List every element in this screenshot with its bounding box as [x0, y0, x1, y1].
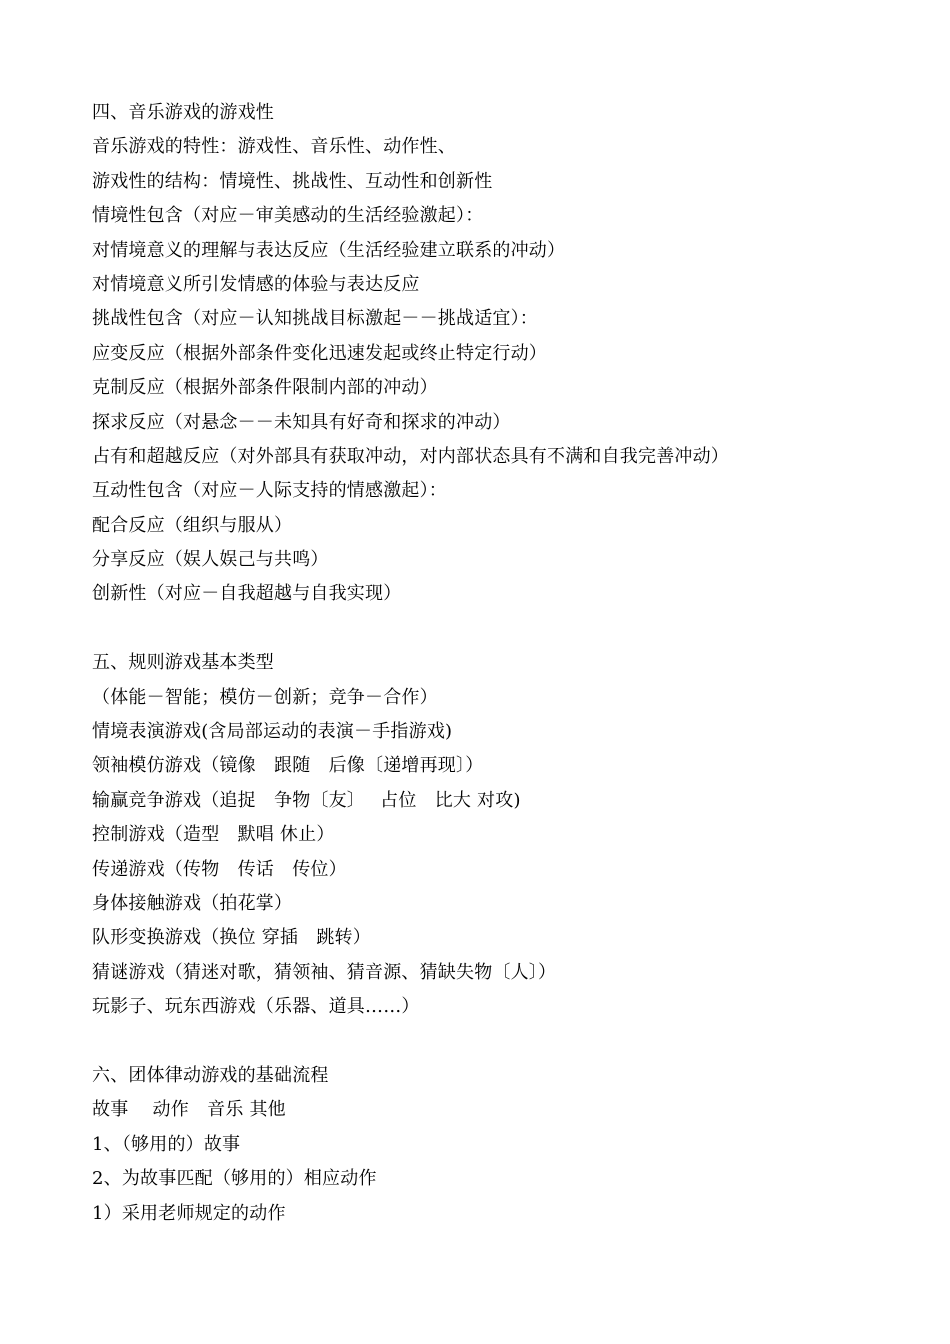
text-line: 2、为故事匹配（够用的）相应动作 [92, 1168, 377, 1190]
text-line: 玩影子、玩东西游戏（乐器、道具……） [92, 996, 420, 1018]
text-line: 控制游戏（造型 默唱 休止） [92, 824, 335, 846]
text-line: 猜谜游戏（猜迷对歌，猜领袖、猜音源、猜缺失物〔人〕） [92, 961, 557, 983]
text-line: （体能－智能；模仿－创新；竞争－合作） [92, 686, 438, 708]
text-line: 领袖模仿游戏（镜像 跟随 后像〔递增再现〕） [92, 755, 484, 777]
text-line: 1、（够用的）故事 [92, 1133, 241, 1155]
text-line: 1）采用老师规定的动作 [92, 1202, 286, 1224]
text-line: 克制反应（根据外部条件限制内部的冲动） [92, 377, 438, 399]
section-heading: 四、音乐游戏的游戏性 [92, 102, 274, 123]
section-group-rhythm-game-flow [92, 1059, 912, 1231]
document-page [92, 96, 912, 1231]
text-line: 占有和超越反应（对外部具有获取冲动，对内部状态具有不满和自我完善冲动） [92, 445, 729, 467]
paragraph-spacer [92, 612, 912, 646]
text-line: 对情境意义所引发情感的体验与表达反应 [92, 273, 420, 295]
text-line: 输赢竞争游戏（追捉 争物〔友〕 占位 比大 对攻) [92, 789, 521, 811]
text-line: 探求反应（对悬念－－未知具有好奇和探求的冲动） [92, 411, 511, 433]
text-line: 身体接触游戏（拍花掌） [92, 892, 293, 914]
text-line: 传递游戏（传物 传话 传位） [92, 858, 347, 880]
text-line: 情境表演游戏(含局部运动的表演－手指游戏) [92, 721, 453, 743]
paragraph-spacer [92, 1025, 912, 1059]
section-music-game-playfulness [92, 96, 912, 612]
text-line: 音乐游戏的特性：游戏性、音乐性、动作性、 [92, 136, 456, 158]
text-line: 创新性（对应－自我超越与自我实现） [92, 583, 402, 605]
text-line: 队形变换游戏（换位 穿插 跳转） [92, 927, 371, 949]
text-line: 应变反应（根据外部条件变化迅速发起或终止特定行动） [92, 342, 547, 364]
text-line: 互动性包含（对应－人际支持的情感激起）： [92, 480, 447, 502]
text-line: 情境性包含（对应－审美感动的生活经验激起）： [92, 205, 484, 227]
text-line: 配合反应（组织与服从） [92, 514, 293, 536]
text-line: 游戏性的结构：情境性、挑战性、互动性和创新性 [92, 170, 493, 192]
text-line: 挑战性包含（对应－认知挑战目标激起－－挑战适宜）： [92, 308, 538, 330]
section-heading: 五、规则游戏基本类型 [92, 652, 274, 674]
text-line: 分享反应（娱人娱己与共鸣） [92, 549, 329, 571]
section-heading: 六、团体律动游戏的基础流程 [92, 1064, 329, 1086]
text-line: 对情境意义的理解与表达反应（生活经验建立联系的冲动） [92, 239, 566, 261]
text-line: 故事 动作 音乐 其他 [92, 1099, 286, 1121]
section-rule-game-types [92, 646, 912, 1024]
